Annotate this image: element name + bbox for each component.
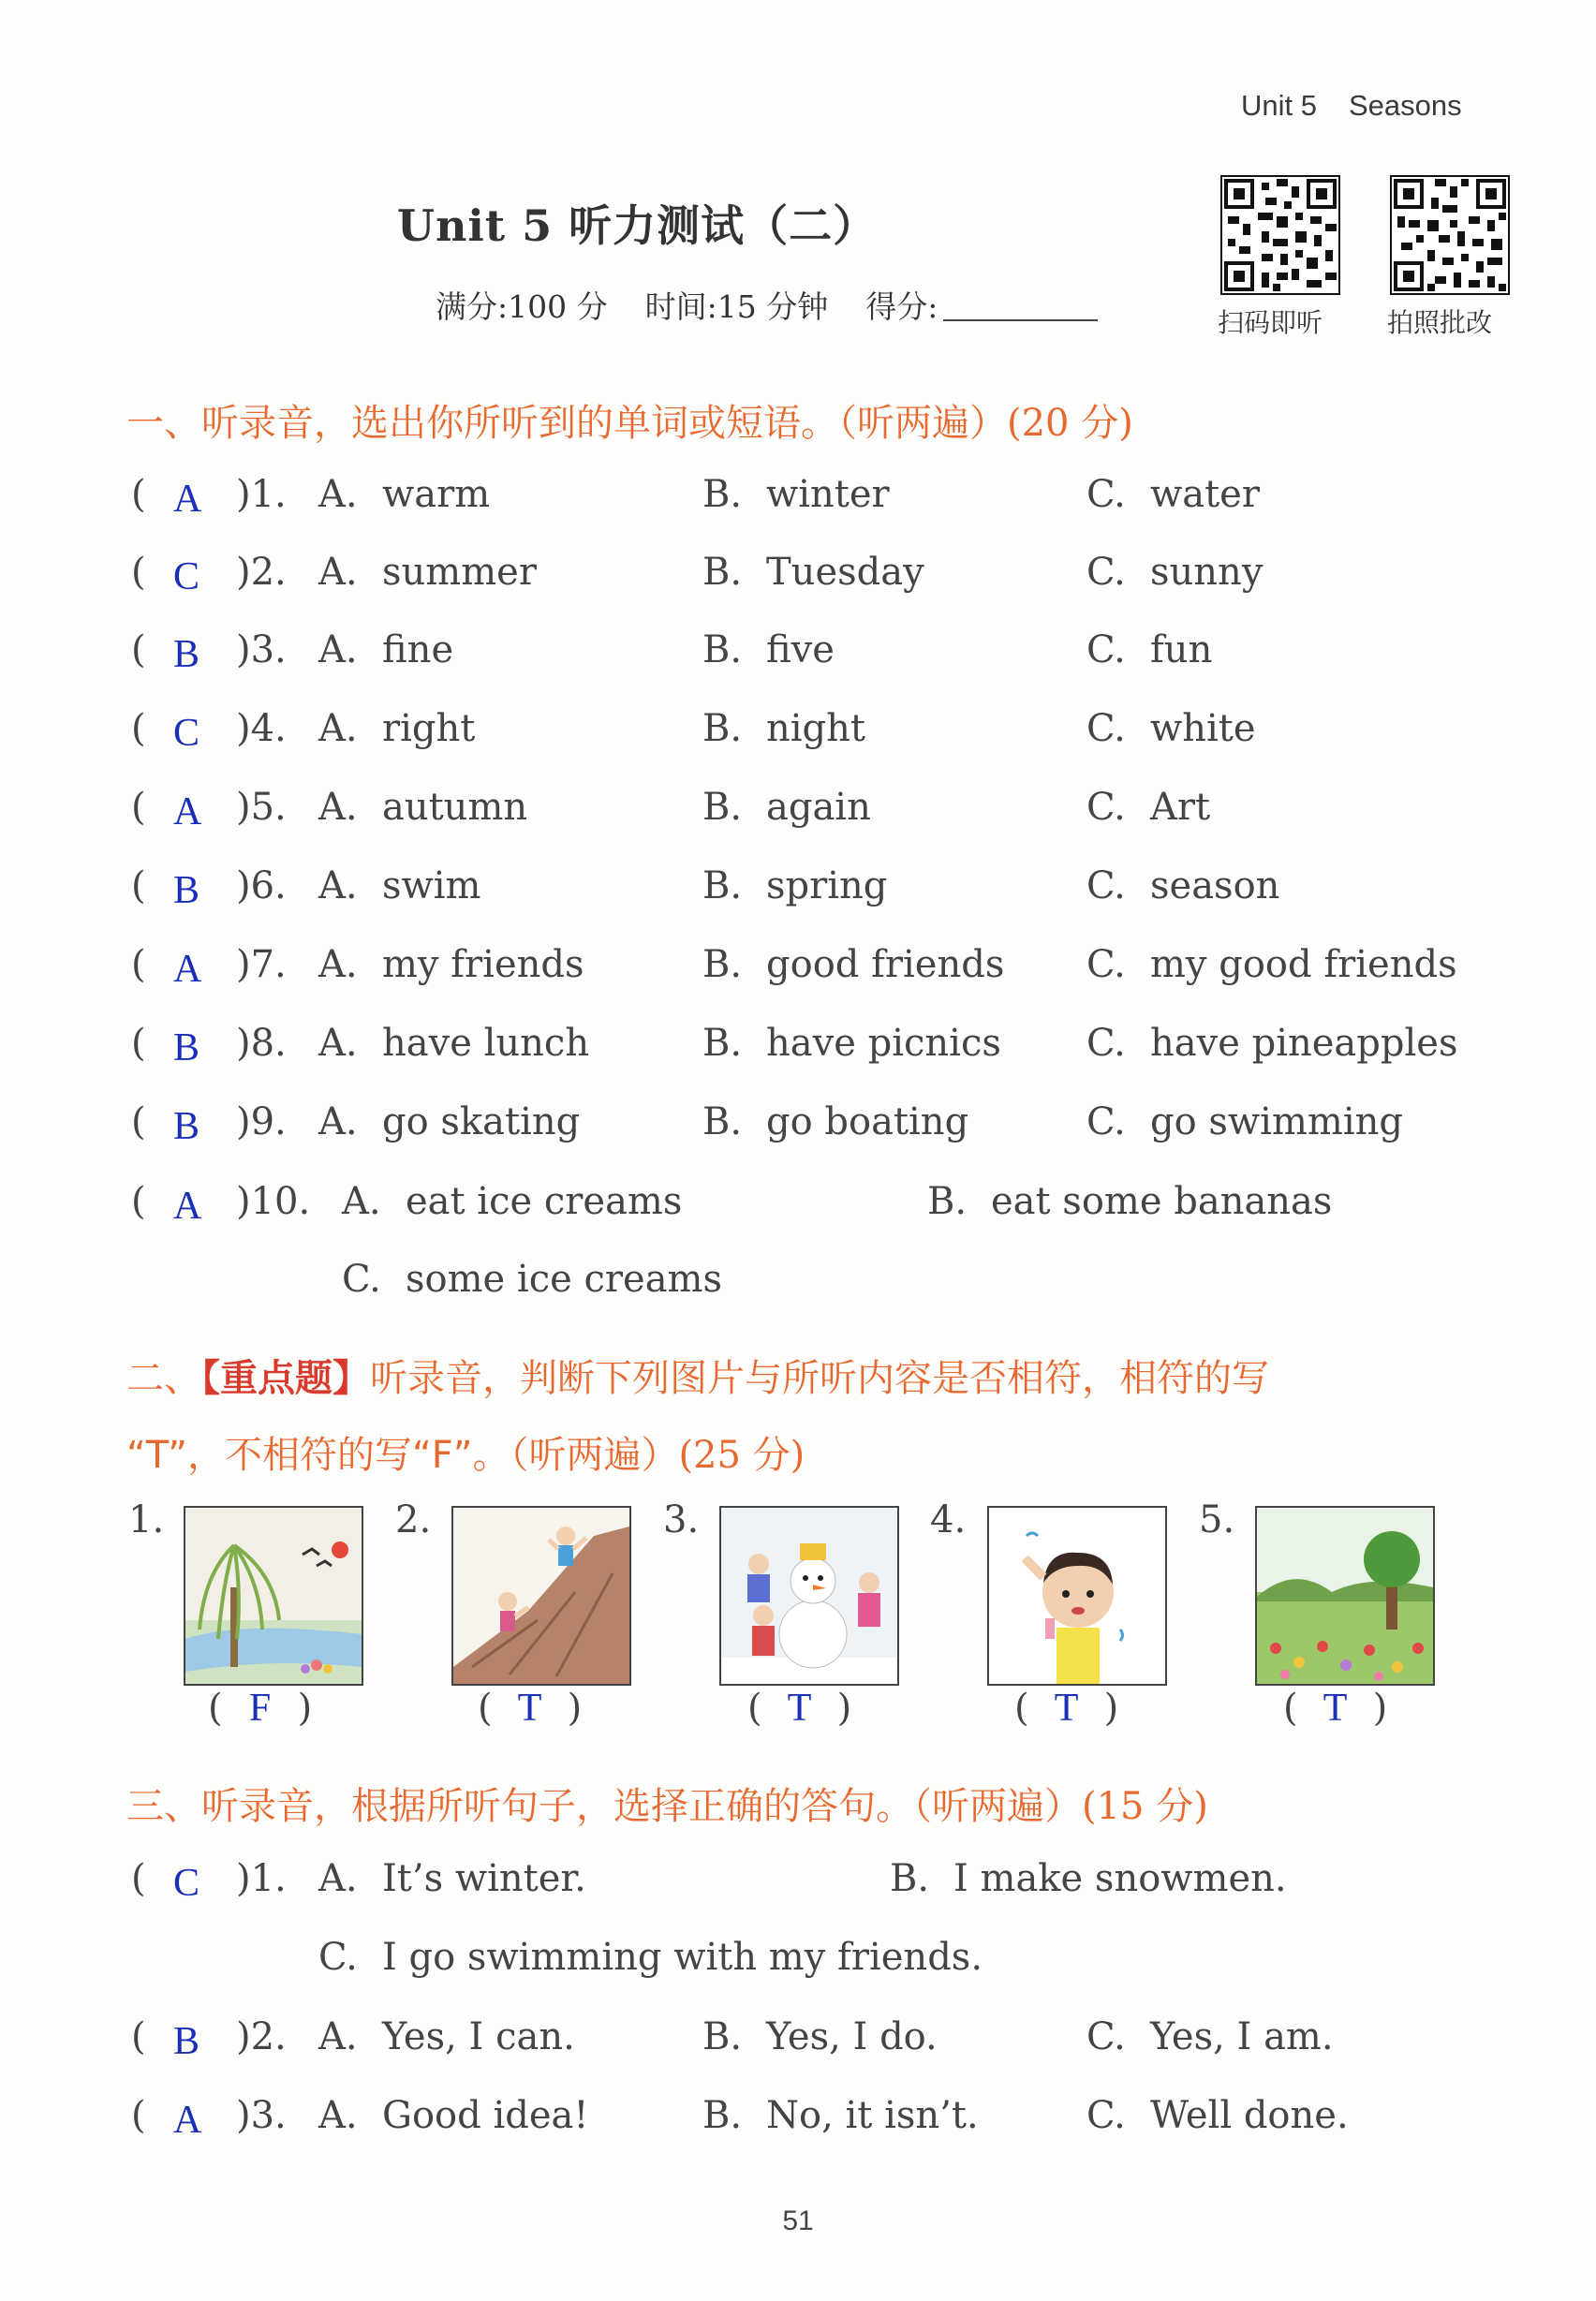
option-b: B. five [702,628,835,671]
score-label: 得分: [865,288,938,325]
hot-boy-picture [987,1506,1167,1686]
garden-tree-picture [1255,1506,1435,1686]
question-row: ( B )9. A. go skating B. go boating C. go swimming [131,1100,1403,1148]
question-row: ( C )1. A. It’s winter. B. I make snowmen. [131,1857,1287,1905]
score-blank[interactable] [943,291,1098,321]
page-number: 51 [782,2205,814,2236]
option-b: B. winter [702,473,890,516]
picture-answer: ( T ) [1283,1687,1388,1730]
answer-mark[interactable]: T [517,1687,542,1730]
grade-qr-label: 拍照批改 [1387,307,1493,338]
question-row: ( A )10. A. eat ice creams B. eat some bananas [131,1180,1333,1228]
answer-mark[interactable]: B [173,1105,200,1148]
question-row: ( A )5. A. autumn B. again C. Art [131,786,1211,833]
answer-mark[interactable]: C [173,712,200,755]
answer-mark[interactable]: A [173,948,202,991]
option-a: A. go skating [318,1100,581,1143]
answer-mark[interactable]: F [248,1687,272,1730]
option-b: B. have picnics [702,1022,1001,1065]
spring-willow-picture [184,1506,363,1686]
picture-number: 1. [128,1498,165,1541]
grade-qr-icon[interactable] [1390,175,1510,295]
option-a: A. eat ice creams [342,1180,683,1223]
picture-number: 2. [395,1498,432,1541]
option-b: B. eat some bananas [927,1180,1333,1223]
listen-qr-icon[interactable] [1220,175,1340,295]
option-b: B. go boating [702,1100,969,1143]
question-row-continued [131,1258,1517,1314]
snowman-picture [719,1506,899,1686]
full-score: 满分:100 分 [436,288,608,325]
picture-answer: ( T ) [747,1687,852,1730]
answer-mark[interactable]: C [173,555,200,598]
option-c: C. have pineapples [1086,1022,1458,1065]
option-b: B. spring [702,864,888,907]
option-b: B. No, it isn’t. [702,2094,979,2137]
option-c: C. some ice creams [342,1258,723,1301]
section2-title-line2: “T”，不相符的写“F”。（听两遍）(25 分) [126,1434,805,1477]
picture-answer: ( T ) [1014,1687,1119,1730]
question-row: ( C )4. A. right B. night C. white [131,707,1256,755]
answer-mark[interactable]: A [173,1185,202,1228]
key-question-tag: 【重点题】 [201,1357,370,1400]
option-c: C. my good friends [1086,943,1457,986]
question-row: ( B )2. A. Yes, I can. B. Yes, I do. C. Yes, I am. [131,2015,1334,2063]
option-c: C. water [1086,473,1260,516]
picture-number: 4. [930,1498,967,1541]
question-row: ( B )8. A. have lunch B. have picnics C. have pineapples [131,1022,1458,1069]
option-a: A. summer [318,551,537,594]
option-a: A. fine [318,628,454,671]
option-a: A. Yes, I can. [318,2015,575,2058]
option-a: A. autumn [318,786,528,829]
option-a: A. Good idea! [318,2094,589,2137]
answer-mark[interactable]: B [173,869,200,912]
option-b: B. again [702,786,871,829]
option-b: B. Yes, I do. [702,2015,938,2058]
running-header [1241,89,1494,123]
listen-qr-label: 扫码即听 [1218,307,1323,338]
answer-mark[interactable]: T [787,1687,812,1730]
option-c: C. sunny [1086,551,1264,594]
option-b: B. I make snowmen. [890,1857,1287,1900]
answer-mark[interactable]: A [173,790,202,833]
question-row: ( A )1. A. warm B. winter C. water [131,473,1260,521]
option-b: B. night [702,707,865,750]
question-row: ( A )3. A. Good idea! B. No, it isn’t. C. Well done. [131,2094,1349,2142]
header-topic: Seasons [1348,89,1462,122]
question-row: ( A )7. A. my friends B. good friends C. my good friends [131,943,1457,991]
option-c: C. Art [1086,786,1211,829]
picture-answer: ( F ) [208,1687,313,1730]
option-a: A. swim [318,864,481,907]
option-c: C. white [1086,707,1256,750]
option-c: C. Yes, I am. [1086,2015,1334,2058]
answer-mark[interactable]: C [173,1862,200,1905]
option-a: A. warm [318,473,491,516]
picture-number: 5. [1199,1498,1235,1541]
option-c: C. season [1086,864,1280,907]
option-a: A. have lunch [318,1022,590,1065]
answer-mark[interactable]: B [173,2020,200,2063]
section3-title: 三、听录音，根据所听句子，选择正确的答句。（听两遍）(15 分) [126,1785,1208,1828]
question-row-continued [131,1936,1517,1992]
time-limit: 时间:15 分钟 [644,288,829,325]
option-c: C. go swimming [1086,1100,1403,1143]
option-a: A. my friends [318,943,584,986]
question-row: ( C )2. A. summer B. Tuesday C. sunny [131,551,1264,598]
section1-title: 一、听录音，选出你所听到的单词或短语。（听两遍）(20 分) [126,402,1133,445]
option-a: A. right [318,707,476,750]
header-unit: Unit 5 [1241,89,1317,122]
answer-mark[interactable]: T [1323,1687,1348,1730]
question-row: ( B )3. A. fine B. five C. fun [131,628,1213,676]
answer-mark[interactable]: A [173,478,202,521]
answer-mark[interactable]: T [1054,1687,1079,1730]
answer-mark[interactable]: A [173,2099,202,2142]
picture-answer: ( T ) [478,1687,583,1730]
answer-mark[interactable]: B [173,633,200,676]
option-c: C. fun [1086,628,1213,671]
page-title: Unit 5 听力测试（二） [396,200,878,251]
mountain-climbing-picture [451,1506,631,1686]
option-b: B. Tuesday [702,551,924,594]
option-c: C. Well done. [1086,2094,1349,2137]
option-a: A. It’s winter. [318,1857,586,1900]
question-row: ( B )6. A. swim B. spring C. season [131,864,1280,912]
option-b: B. good friends [702,943,1005,986]
option-c: C. I go swimming with my friends. [318,1936,983,1979]
test-meta [436,283,1098,327]
answer-mark[interactable]: B [173,1026,200,1069]
section2-title-line1: 二、【重点题】听录音，判断下列图片与所听内容是否相符，相符的写 [126,1357,1269,1400]
picture-number: 3. [663,1498,700,1541]
